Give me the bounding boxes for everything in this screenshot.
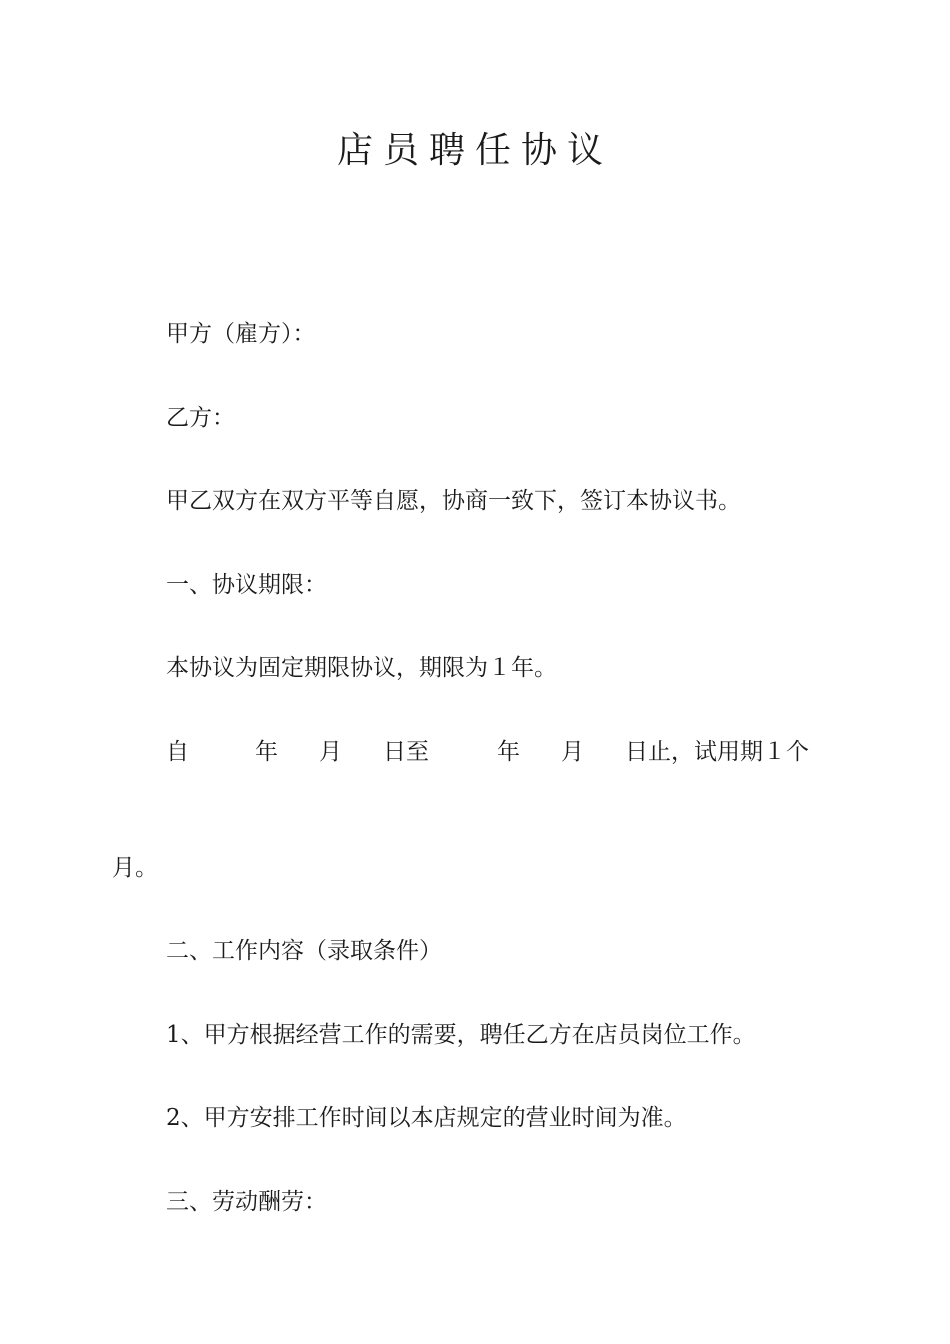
section2-item1: 1、甲方根据经营工作的需要，聘任乙方在店员岗位工作。 — [166, 1022, 756, 1048]
date-line — [0, 736, 950, 768]
date-from: 自 — [166, 739, 189, 765]
date-day-end: 日止，试用期１个 — [625, 739, 809, 765]
party-b-line: 乙方： — [166, 405, 235, 431]
party-a-line: 甲方（雇方）： — [166, 321, 316, 347]
date-month1: 月 — [319, 739, 342, 765]
date-month2: 月 — [561, 739, 584, 765]
document-title: 店员聘任协议 — [336, 130, 613, 171]
section2-heading: 二、工作内容（录取条件） — [166, 938, 442, 964]
date-year2: 年 — [497, 739, 520, 765]
section1-heading: 一、协议期限： — [166, 572, 327, 598]
date-year1: 年 — [255, 739, 278, 765]
section1-text: 本协议为固定期限协议，期限为１年。 — [166, 655, 557, 681]
date-line-continuation: 月。 — [112, 855, 158, 881]
intro-paragraph: 甲乙双方在双方平等自愿，协商一致下，签订本协议书。 — [166, 488, 741, 514]
section3-heading: 三、劳动酬劳： — [166, 1189, 327, 1215]
date-day-to: 日至 — [383, 739, 429, 765]
section2-item2: 2、甲方安排工作时间以本店规定的营业时间为准。 — [166, 1105, 687, 1131]
